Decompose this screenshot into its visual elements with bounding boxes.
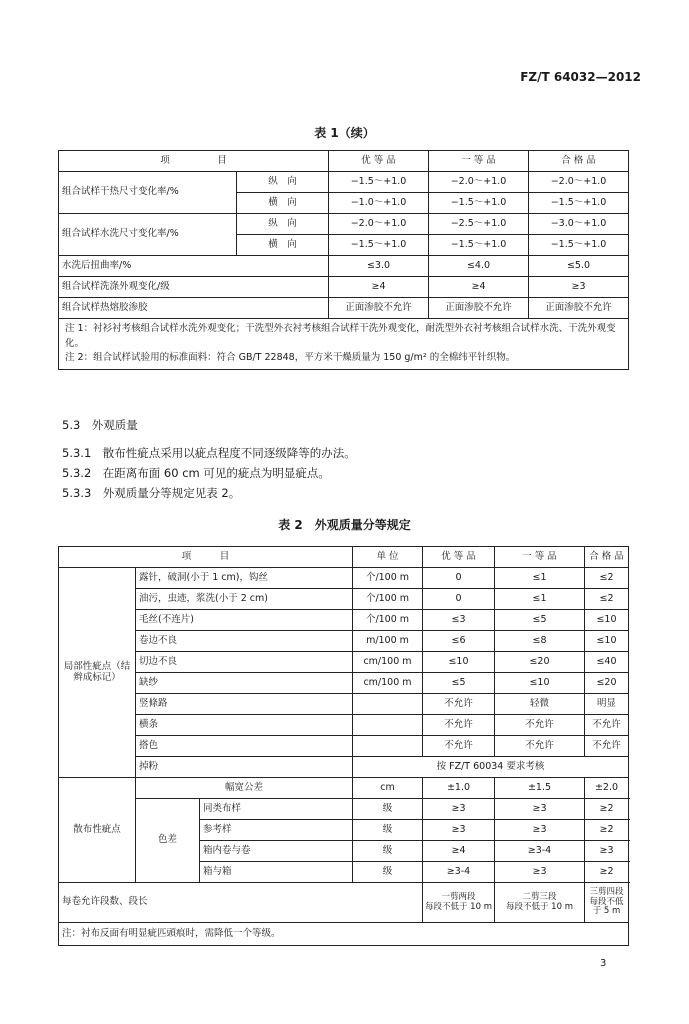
cell: 不允许 bbox=[495, 715, 585, 736]
header-grade-1: 优 等 品 bbox=[329, 151, 429, 172]
cell: ≤1 bbox=[495, 568, 585, 589]
table-row bbox=[59, 214, 629, 235]
cell: −1.0～+1.0 bbox=[329, 193, 429, 214]
segment-length: 每段不低于 10 m bbox=[424, 901, 492, 912]
section-item-5-3-3: 5.3.3 外观质量分等规定见表 2。 bbox=[62, 486, 241, 500]
table-row bbox=[59, 172, 629, 193]
powder-requirement: 按 FZ/T 60034 要求考核 bbox=[353, 757, 629, 778]
cell: ≤10 bbox=[423, 652, 495, 673]
header-item: 项 目 bbox=[59, 547, 353, 568]
cell: ≥3-4 bbox=[423, 862, 495, 883]
table-row bbox=[59, 256, 629, 277]
row-item: 卷边不良 bbox=[136, 631, 353, 652]
cell: 不允许 bbox=[585, 715, 629, 736]
cell: 0 bbox=[423, 589, 495, 610]
cell: ≤3.0 bbox=[329, 256, 429, 277]
row-item: 切边不良 bbox=[136, 652, 353, 673]
cell: ≥3 bbox=[495, 820, 585, 841]
cell: ≥2 bbox=[585, 799, 629, 820]
segment-length: 每段不低于 5 m bbox=[589, 896, 624, 917]
row-item: 缺纱 bbox=[136, 673, 353, 694]
cell: ≥4 bbox=[429, 277, 529, 298]
cell: ≤20 bbox=[585, 673, 629, 694]
segment-length: 每段不低于 10 m bbox=[505, 901, 573, 912]
cell: ≥3 bbox=[529, 277, 629, 298]
table-row bbox=[59, 694, 629, 715]
row-item: 参考样 bbox=[200, 820, 353, 841]
row-sub: 纵 向 bbox=[237, 214, 329, 235]
cell: ±1.5 bbox=[495, 778, 585, 799]
table-row bbox=[59, 883, 629, 923]
row-unit bbox=[353, 715, 423, 736]
row-item: 露针，破洞(小于 1 cm)，钩丝 bbox=[136, 568, 353, 589]
cell: ≥2 bbox=[585, 862, 629, 883]
cell: ≤3 bbox=[423, 610, 495, 631]
cell: 不允许 bbox=[585, 736, 629, 757]
row-unit bbox=[353, 736, 423, 757]
section-item-5-3-1: 5.3.1 散布性疵点采用以疵点程度不同逐级降等的办法。 bbox=[62, 446, 356, 460]
row-unit: 级 bbox=[353, 841, 423, 862]
table1-caption: 表 1（续） bbox=[314, 126, 375, 140]
table-row bbox=[59, 757, 629, 778]
section-heading: 5.3 外观质量 bbox=[62, 418, 138, 432]
cell: 正面渗胶不允许 bbox=[529, 298, 629, 319]
cell: 不允许 bbox=[423, 736, 495, 757]
row-item: 箱与箱 bbox=[200, 862, 353, 883]
cell: ≤40 bbox=[585, 652, 629, 673]
cell: ≤2 bbox=[585, 568, 629, 589]
cell: −1.5～+1.0 bbox=[529, 193, 629, 214]
row-item: 毛丝(不连片) bbox=[136, 610, 353, 631]
cell: ≤5 bbox=[495, 610, 585, 631]
table1-header-row bbox=[59, 151, 629, 172]
cell: ≤4.0 bbox=[429, 256, 529, 277]
cell: 正面渗胶不允许 bbox=[429, 298, 529, 319]
row-unit: 个/100 m bbox=[353, 589, 423, 610]
row-item: 每卷允许段数、段长 bbox=[59, 883, 423, 923]
section-item-5-3-2: 5.3.2 在距离布面 60 cm 可见的疵点为明显疵点。 bbox=[62, 466, 330, 480]
cell: ≥3-4 bbox=[495, 841, 585, 862]
cell: 明显 bbox=[585, 694, 629, 715]
header-grade-2: 一 等 品 bbox=[429, 151, 529, 172]
cell: −1.5～+1.0 bbox=[429, 193, 529, 214]
page-number: 3 bbox=[600, 958, 607, 969]
row-item: 油污，虫迹，浆洗(小于 2 cm) bbox=[136, 589, 353, 610]
table-row bbox=[59, 799, 629, 820]
row-unit bbox=[353, 694, 423, 715]
cell: 不允许 bbox=[423, 715, 495, 736]
row-item: 同类布样 bbox=[200, 799, 353, 820]
table2-note-row bbox=[59, 923, 629, 946]
cell: −1.5～+1.0 bbox=[329, 172, 429, 193]
header-item: 项 目 bbox=[59, 151, 329, 172]
cell: −2.0～+1.0 bbox=[329, 214, 429, 235]
table1-note-1: 注 1：衬衫衬考核组合试样水洗外观变化；干洗型外衣衬考核组合试样干洗外观变化，耐洗型外衣衬考核组合试样水洗、干洗外观变化。 bbox=[65, 323, 616, 349]
table2-note: 注：衬布反面有明显疵匹頭痕时，需降低一个等级。 bbox=[59, 923, 629, 946]
cell: ≤10 bbox=[585, 610, 629, 631]
cell: ≥3 bbox=[495, 799, 585, 820]
row-item: 箱内卷与卷 bbox=[200, 841, 353, 862]
cell: ±2.0 bbox=[585, 778, 629, 799]
cell bbox=[585, 883, 629, 923]
cell: ≤8 bbox=[495, 631, 585, 652]
cell: ≤6 bbox=[423, 631, 495, 652]
cell: ≤10 bbox=[495, 673, 585, 694]
cell: 不允许 bbox=[423, 694, 495, 715]
cell: ≤5 bbox=[423, 673, 495, 694]
row-item: 搭色 bbox=[136, 736, 353, 757]
row-item: 横条 bbox=[136, 715, 353, 736]
table-row bbox=[59, 568, 629, 589]
cell: ≥3 bbox=[423, 820, 495, 841]
table2-caption: 表 2 外观质量分等规定 bbox=[278, 518, 411, 532]
cell: ≥3 bbox=[495, 862, 585, 883]
row-unit: cm/100 m bbox=[353, 652, 423, 673]
local-defect-group: 局部性疵点（结辫成标记） bbox=[59, 568, 136, 778]
cell: −2.0～+1.0 bbox=[529, 172, 629, 193]
row-sub: 横 向 bbox=[237, 235, 329, 256]
cell: −1.5～+1.0 bbox=[329, 235, 429, 256]
cell: ≥4 bbox=[329, 277, 429, 298]
segment-cuts: 三剪四段 bbox=[589, 886, 624, 897]
cell: 正面渗胶不允许 bbox=[329, 298, 429, 319]
cell: ≤20 bbox=[495, 652, 585, 673]
table2 bbox=[58, 546, 629, 946]
row-sub: 纵 向 bbox=[237, 172, 329, 193]
row-item: 组合试样热熔胶渗胶 bbox=[59, 298, 329, 319]
row-unit: cm bbox=[353, 778, 423, 799]
row-item: 组合试样洗涤外观变化/级 bbox=[59, 277, 329, 298]
table1-note-2: 注 2：组合试样试验用的标准面料：符合 GB/T 22848，平方米干燥质量为 150 g/m² 的全棉纬平针织物。 bbox=[65, 352, 516, 364]
cell: ≤1 bbox=[495, 589, 585, 610]
table1-notes bbox=[59, 319, 629, 370]
color-diff-label: 色差 bbox=[136, 799, 200, 883]
row-unit: cm/100 m bbox=[353, 673, 423, 694]
row-item: 幅宽公差 bbox=[136, 778, 353, 799]
table-row bbox=[59, 736, 629, 757]
row-unit: m/100 m bbox=[353, 631, 423, 652]
table2-header-row bbox=[59, 547, 629, 568]
row-unit: 级 bbox=[353, 862, 423, 883]
table-row bbox=[59, 715, 629, 736]
header-grade-1: 优 等 品 bbox=[423, 547, 495, 568]
cell: ±1.0 bbox=[423, 778, 495, 799]
row-item: 组合试样水洗尺寸变化率/% bbox=[59, 214, 237, 256]
cell: ≤2 bbox=[585, 589, 629, 610]
cell: −2.5～+1.0 bbox=[429, 214, 529, 235]
table1-notes-row bbox=[59, 319, 629, 370]
header-grade-3: 合 格 品 bbox=[529, 151, 629, 172]
cell: −1.5～+1.0 bbox=[529, 235, 629, 256]
table-row bbox=[59, 652, 629, 673]
row-sub: 横 向 bbox=[237, 193, 329, 214]
row-item: 组合试样干热尺寸变化率/% bbox=[59, 172, 237, 214]
row-unit: 个/100 m bbox=[353, 610, 423, 631]
cell: ≥3 bbox=[585, 841, 629, 862]
row-unit: 级 bbox=[353, 820, 423, 841]
cell: 0 bbox=[423, 568, 495, 589]
cell: ≤5.0 bbox=[529, 256, 629, 277]
row-item: 水洗后扭曲率/% bbox=[59, 256, 329, 277]
scatter-defect-group: 散布性疵点 bbox=[59, 778, 136, 883]
standard-number: FZ/T 64032—2012 bbox=[520, 70, 641, 84]
row-unit: 级 bbox=[353, 799, 423, 820]
cell: ≤10 bbox=[585, 631, 629, 652]
cell: ≥4 bbox=[423, 841, 495, 862]
table-row bbox=[59, 610, 629, 631]
table-row bbox=[59, 298, 629, 319]
cell bbox=[495, 883, 585, 923]
cell: ≥2 bbox=[585, 820, 629, 841]
table-row bbox=[59, 277, 629, 298]
cell: ≥3 bbox=[423, 799, 495, 820]
header-grade-3: 合 格 品 bbox=[585, 547, 629, 568]
cell: −2.0～+1.0 bbox=[429, 172, 529, 193]
cell: 轻微 bbox=[495, 694, 585, 715]
row-item: 竖條路 bbox=[136, 694, 353, 715]
table-row bbox=[59, 673, 629, 694]
cell: −1.5～+1.0 bbox=[429, 235, 529, 256]
table1 bbox=[58, 150, 629, 370]
header-unit: 单 位 bbox=[353, 547, 423, 568]
segment-cuts: 二剪三段 bbox=[522, 891, 557, 902]
table-row bbox=[59, 631, 629, 652]
table-row bbox=[59, 778, 629, 799]
row-unit: 个/100 m bbox=[353, 568, 423, 589]
row-item: 掉粉 bbox=[136, 757, 353, 778]
segment-cuts: 一剪两段 bbox=[441, 891, 476, 902]
table-row bbox=[59, 589, 629, 610]
cell: −3.0～+1.0 bbox=[529, 214, 629, 235]
cell bbox=[423, 883, 495, 923]
cell: 不允许 bbox=[495, 736, 585, 757]
header-grade-2: 一 等 品 bbox=[495, 547, 585, 568]
